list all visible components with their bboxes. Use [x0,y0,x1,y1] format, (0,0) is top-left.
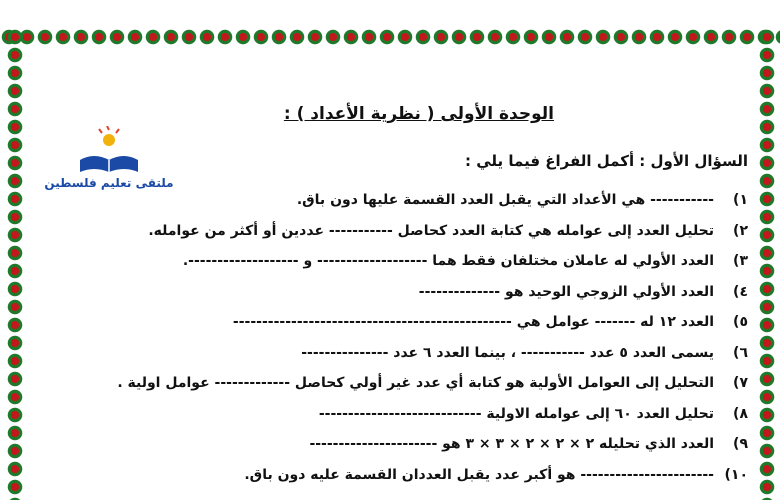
item-number: ١٠) [724,466,748,483]
list-item [30,253,748,284]
list-item [30,284,748,315]
item-text: العدد الأولي الزوجي الوحيد هو -------------- [418,283,714,300]
list-item [30,192,748,223]
list-item [30,314,748,345]
item-number: ٩) [733,436,748,452]
flower-border-top [0,28,780,46]
list-item [30,345,748,376]
list-item [30,223,748,254]
logo-text: ملتقى تعليم فلسطين [44,176,174,190]
item-number: ١) [733,192,748,208]
item-number: ٤) [733,283,748,300]
flower-border-right [758,28,776,500]
worksheet [30,52,754,500]
list-item [30,436,748,467]
page-title: الوحدة الأولى ( نظرية الأعداد ) : [283,104,554,124]
list-item [30,375,748,406]
item-text: ----------------------- هو أكبر عدد يقبل العددان القسمة عليه دون باق. [244,466,714,483]
item-text: العدد الذي تحليله ٢ × ٢ × ٢ × ٣ × ٣ هو ---------------------- [309,436,714,452]
list-item [30,467,748,498]
item-number: ٧) [733,375,748,391]
item-text: تحليل العدد ٦٠ إلى عوامله الاولية ---------------------------- [318,405,714,422]
list-item [30,406,748,437]
flower-border-left [6,28,24,500]
item-list [30,192,748,497]
logo-book-icon [74,126,144,176]
item-number: ٣) [733,253,748,269]
item-number: ٢) [733,222,748,239]
item-number: ٦) [733,344,748,361]
item-text: العدد ١٢ له ------- عوامل هي ------------------------------------------------ [232,314,714,330]
logo [44,126,174,196]
item-text: تحليل العدد إلى عوامله هي كتابة العدد كحاصل ----------- عددين أو أكثر من عوامله. [148,222,714,239]
item-text: التحليل إلى العوامل الأولية هو كتابة أي عدد غير أولي كحاصل ------------- عوامل اولية . [117,375,714,391]
item-number: ٨) [733,405,748,422]
question-heading: السؤال الأول : أكمل الفراغ فيما يلي : [465,152,748,170]
item-number: ٥) [733,314,748,330]
item-text: يسمى العدد ٥ عدد ----------- ، بينما العدد ٦ عدد --------------- [301,344,714,361]
item-text: ----------- هي الأعداد التي يقبل العدد القسمة عليها دون باق. [296,192,714,208]
item-text: العدد الأولي له عاملان مختلفان فقط هما ------------------- و -------------------. [182,253,714,269]
